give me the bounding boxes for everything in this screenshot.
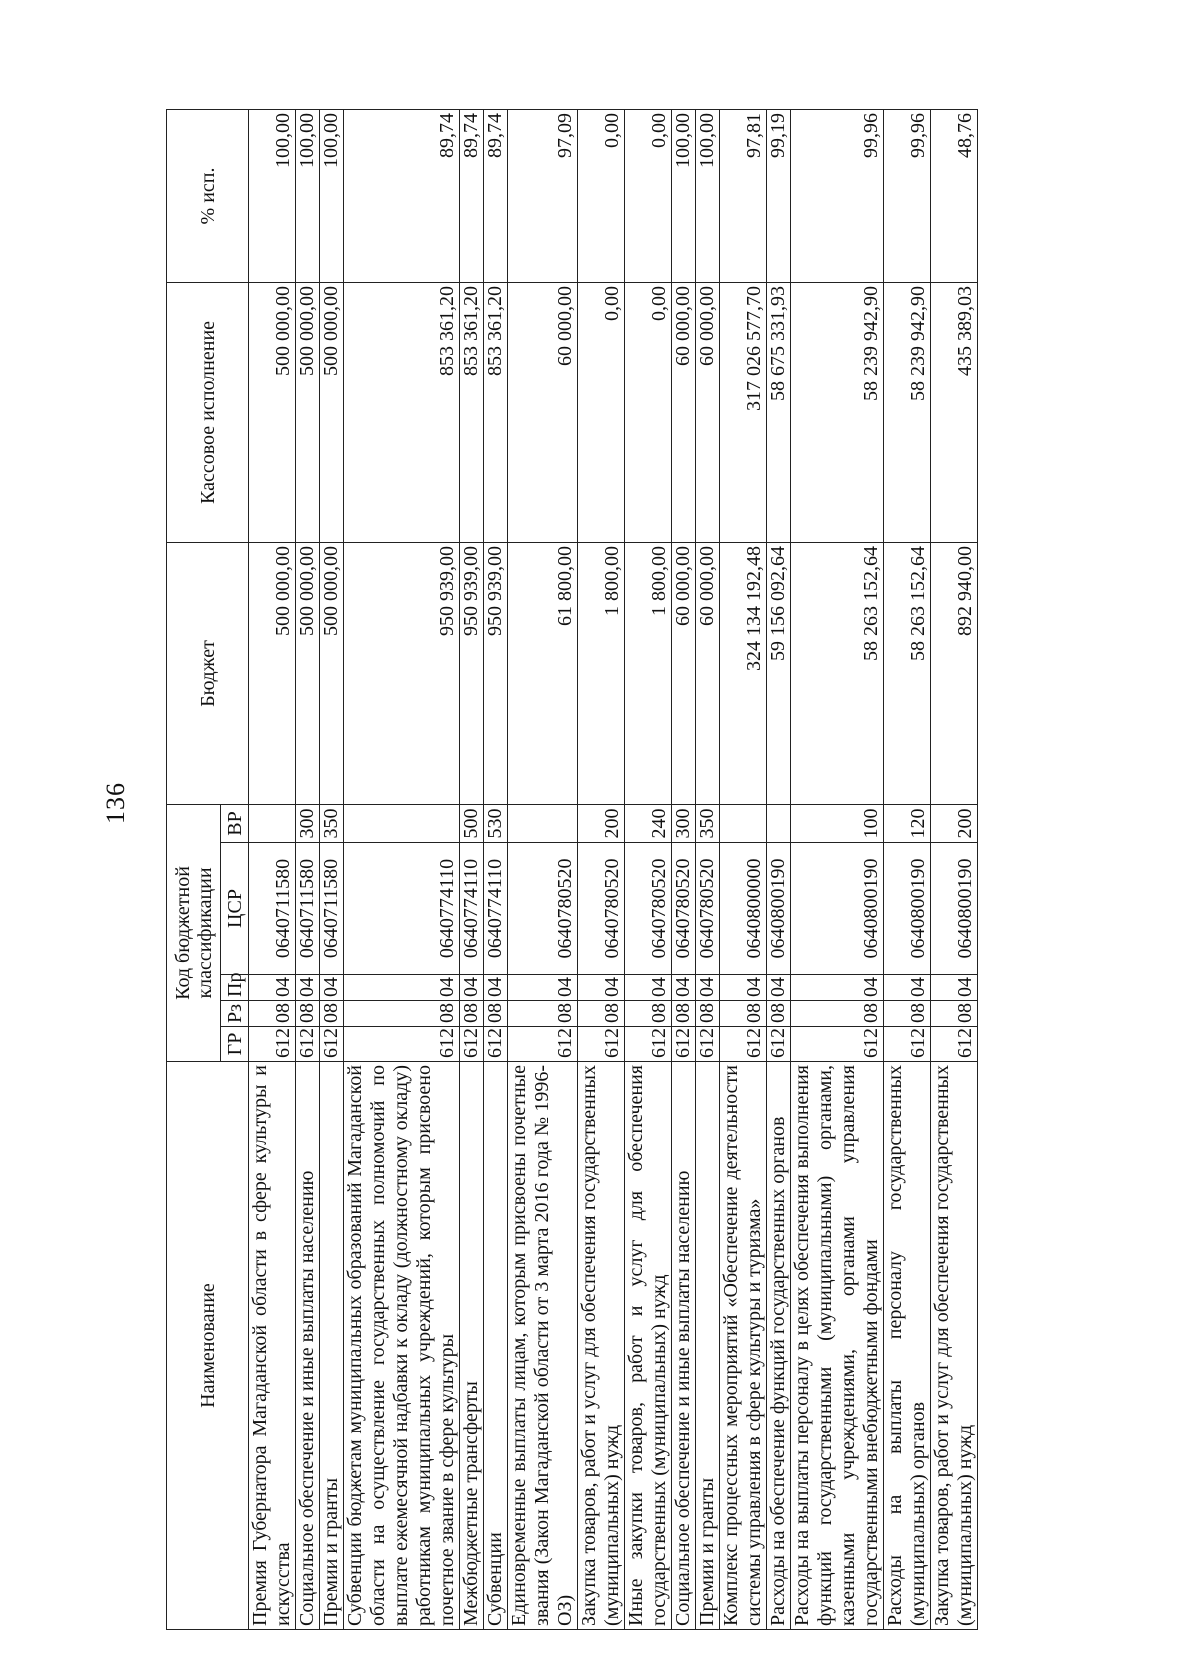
cell-name: Субвенции [484,1062,508,1630]
table-row [696,109,720,1629]
cell-vr [767,804,791,842]
cell-execution: 317 026 577,70 [720,282,767,542]
cell-percent: 97,09 [508,109,578,282]
cell-pr: 04 [508,975,578,1001]
cell-execution: 500 000,00 [320,282,344,542]
page-number: 136 [101,782,130,824]
cell-csr: 0640774110 [484,843,508,975]
cell-name: Закупка товаров, работ и услуг для обеспечения государственных (муниципальных) нужд [931,1062,978,1630]
cell-budget: 950 939,00 [484,542,508,804]
cell-vr: 100 [791,804,884,842]
cell-gr: 612 [625,1027,672,1062]
cell-budget: 58 263 152,64 [884,542,931,804]
table-row [296,109,320,1629]
cell-name: Премии и гранты [696,1062,720,1630]
cell-csr: 0640800190 [791,843,884,975]
cell-rz: 08 [625,1001,672,1027]
cell-budget: 1 800,00 [578,542,625,804]
cell-rz: 08 [884,1001,931,1027]
cell-pr: 04 [578,975,625,1001]
cell-budget: 892 940,00 [931,542,978,804]
cell-vr: 300 [296,804,320,842]
cell-budget: 500 000,00 [320,542,344,804]
header-csr: ЦСР [221,843,249,975]
table-row [484,109,508,1629]
table-row [460,109,484,1629]
header-row-1 [167,109,221,1629]
table-body [249,109,978,1629]
cell-execution: 0,00 [578,282,625,542]
cell-execution: 60 000,00 [672,282,696,542]
header-rz: Рз [221,1001,249,1027]
cell-rz: 08 [484,1001,508,1027]
cell-vr [249,804,296,842]
cell-execution: 853 361,20 [344,282,460,542]
cell-csr: 0640711580 [249,843,296,975]
cell-name: Комплекс процессных мероприятий «Обеспечение деятельности системы управления в сфере культуры и туризма» [720,1062,767,1630]
cell-gr: 612 [344,1027,460,1062]
header-name: Наименование [167,1062,249,1630]
header-gr: ГР [221,1027,249,1062]
cell-execution: 58 675 331,93 [767,282,791,542]
cell-csr: 0640800190 [767,843,791,975]
cell-gr: 612 [578,1027,625,1062]
cell-name: Расходы на выплаты персоналу в целях обеспечения выполнения функций государственными (муниципальными) органами, казенными учреждениями, органами управления государственными внебюджетными фондами [791,1062,884,1630]
header-vr: ВР [221,804,249,842]
cell-gr: 612 [720,1027,767,1062]
cell-csr: 0640780520 [696,843,720,975]
cell-execution: 58 239 942,90 [884,282,931,542]
cell-name: Иные закупки товаров, работ и услуг для обеспечения государственных (муниципальных) нужд [625,1062,672,1630]
cell-csr: 0640711580 [296,843,320,975]
cell-name: Закупка товаров, работ и услуг для обеспечения государственных (муниципальных) нужд [578,1062,625,1630]
cell-budget: 60 000,00 [672,542,696,804]
cell-execution: 853 361,20 [484,282,508,542]
cell-percent: 100,00 [249,109,296,282]
cell-gr: 612 [931,1027,978,1062]
cell-percent: 89,74 [484,109,508,282]
cell-csr: 0640774110 [460,843,484,975]
cell-gr: 612 [296,1027,320,1062]
cell-gr: 612 [320,1027,344,1062]
table-row [508,109,578,1629]
cell-pr: 04 [931,975,978,1001]
cell-gr: 612 [460,1027,484,1062]
cell-vr: 350 [320,804,344,842]
cell-execution: 500 000,00 [296,282,320,542]
cell-rz: 08 [696,1001,720,1027]
cell-name: Субвенции бюджетам муниципальных образований Магаданской области на осуществление государственных полномочий по выплате ежемесячной надбавки к окладу (должностному окладу) работникам муниципальных учреждений, которым присвоено почетное звание в сфере культуры [344,1062,460,1630]
cell-csr: 0640800190 [884,843,931,975]
cell-pr: 04 [720,975,767,1001]
cell-rz: 08 [931,1001,978,1027]
header-budget: Бюджет [167,542,249,804]
cell-percent: 99,96 [791,109,884,282]
cell-percent: 100,00 [296,109,320,282]
cell-budget: 500 000,00 [296,542,320,804]
cell-csr: 0640780520 [625,843,672,975]
cell-name: Единовременные выплаты лицам, которым присвоены почетные звания (Закон Магаданской области от 3 марта 2016 года № 1996-ОЗ) [508,1062,578,1630]
cell-percent: 100,00 [320,109,344,282]
cell-csr: 0640780520 [508,843,578,975]
cell-gr: 612 [767,1027,791,1062]
cell-pr: 04 [625,975,672,1001]
rotated-table-container [166,110,1200,1630]
cell-rz: 08 [460,1001,484,1027]
cell-percent: 100,00 [696,109,720,282]
cell-gr: 612 [696,1027,720,1062]
table-row [578,109,625,1629]
table-row [720,109,767,1629]
cell-vr: 300 [672,804,696,842]
cell-budget: 58 263 152,64 [791,542,884,804]
cell-vr [720,804,767,842]
table-row [791,109,884,1629]
cell-percent: 0,00 [625,109,672,282]
cell-budget: 61 800,00 [508,542,578,804]
table-row [625,109,672,1629]
cell-vr: 200 [578,804,625,842]
cell-percent: 89,74 [344,109,460,282]
cell-vr: 120 [884,804,931,842]
cell-name: Премии и гранты [320,1062,344,1630]
cell-gr: 612 [672,1027,696,1062]
table-row [344,109,460,1629]
cell-gr: 612 [791,1027,884,1062]
cell-gr: 612 [484,1027,508,1062]
cell-gr: 612 [884,1027,931,1062]
table-row [884,109,931,1629]
cell-name: Межбюджетные трансферты [460,1062,484,1630]
cell-csr: 0640800190 [931,843,978,975]
cell-percent: 99,19 [767,109,791,282]
cell-budget: 950 939,00 [344,542,460,804]
cell-gr: 612 [249,1027,296,1062]
cell-execution: 58 239 942,90 [791,282,884,542]
cell-vr: 200 [931,804,978,842]
table-row [249,109,296,1629]
cell-csr: 0640774110 [344,843,460,975]
cell-execution: 853 361,20 [460,282,484,542]
cell-rz: 08 [320,1001,344,1027]
cell-gr: 612 [508,1027,578,1062]
cell-rz: 08 [344,1001,460,1027]
cell-percent: 48,76 [931,109,978,282]
cell-percent: 89,74 [460,109,484,282]
cell-budget: 59 156 092,64 [767,542,791,804]
cell-csr: 0640711580 [320,843,344,975]
header-percent: % исп. [167,109,249,282]
cell-vr: 240 [625,804,672,842]
cell-budget: 950 939,00 [460,542,484,804]
cell-budget: 500 000,00 [249,542,296,804]
header-code-group: Код бюджетной классификации [167,804,221,1061]
cell-vr: 530 [484,804,508,842]
table-row [931,109,978,1629]
table-row [320,109,344,1629]
cell-execution: 500 000,00 [249,282,296,542]
cell-percent: 97,81 [720,109,767,282]
header-pr: Пр [221,975,249,1001]
cell-name: Расходы на выплаты персоналу государственных (муниципальных) органов [884,1062,931,1630]
cell-rz: 08 [791,1001,884,1027]
cell-budget: 1 800,00 [625,542,672,804]
table-row [672,109,696,1629]
cell-pr: 04 [320,975,344,1001]
header-execution: Кассовое исполнение [167,282,249,542]
cell-pr: 04 [884,975,931,1001]
cell-vr: 500 [460,804,484,842]
cell-rz: 08 [296,1001,320,1027]
cell-execution: 0,00 [625,282,672,542]
cell-pr: 04 [696,975,720,1001]
table-row [767,109,791,1629]
cell-pr: 04 [767,975,791,1001]
cell-pr: 04 [249,975,296,1001]
cell-csr: 0640800000 [720,843,767,975]
cell-rz: 08 [578,1001,625,1027]
cell-pr: 04 [460,975,484,1001]
cell-budget: 60 000,00 [696,542,720,804]
cell-rz: 08 [249,1001,296,1027]
cell-rz: 08 [508,1001,578,1027]
cell-vr: 350 [696,804,720,842]
cell-csr: 0640780520 [578,843,625,975]
cell-pr: 04 [484,975,508,1001]
cell-percent: 99,96 [884,109,931,282]
cell-percent: 0,00 [578,109,625,282]
cell-execution: 60 000,00 [508,282,578,542]
budget-execution-table [166,109,978,1630]
cell-rz: 08 [672,1001,696,1027]
cell-vr [344,804,460,842]
cell-budget: 324 134 192,48 [720,542,767,804]
cell-execution: 435 389,03 [931,282,978,542]
cell-rz: 08 [767,1001,791,1027]
cell-name: Расходы на обеспечение функций государственных органов [767,1062,791,1630]
cell-name: Премия Губернатора Магаданской области в сфере культуры и искусства [249,1062,296,1630]
cell-pr: 04 [296,975,320,1001]
cell-pr: 04 [344,975,460,1001]
cell-csr: 0640780520 [672,843,696,975]
cell-percent: 100,00 [672,109,696,282]
cell-vr [508,804,578,842]
cell-name: Социальное обеспечение и иные выплаты населению [296,1062,320,1630]
cell-name: Социальное обеспечение и иные выплаты населению [672,1062,696,1630]
cell-pr: 04 [791,975,884,1001]
cell-rz: 08 [720,1001,767,1027]
cell-execution: 60 000,00 [696,282,720,542]
cell-pr: 04 [672,975,696,1001]
